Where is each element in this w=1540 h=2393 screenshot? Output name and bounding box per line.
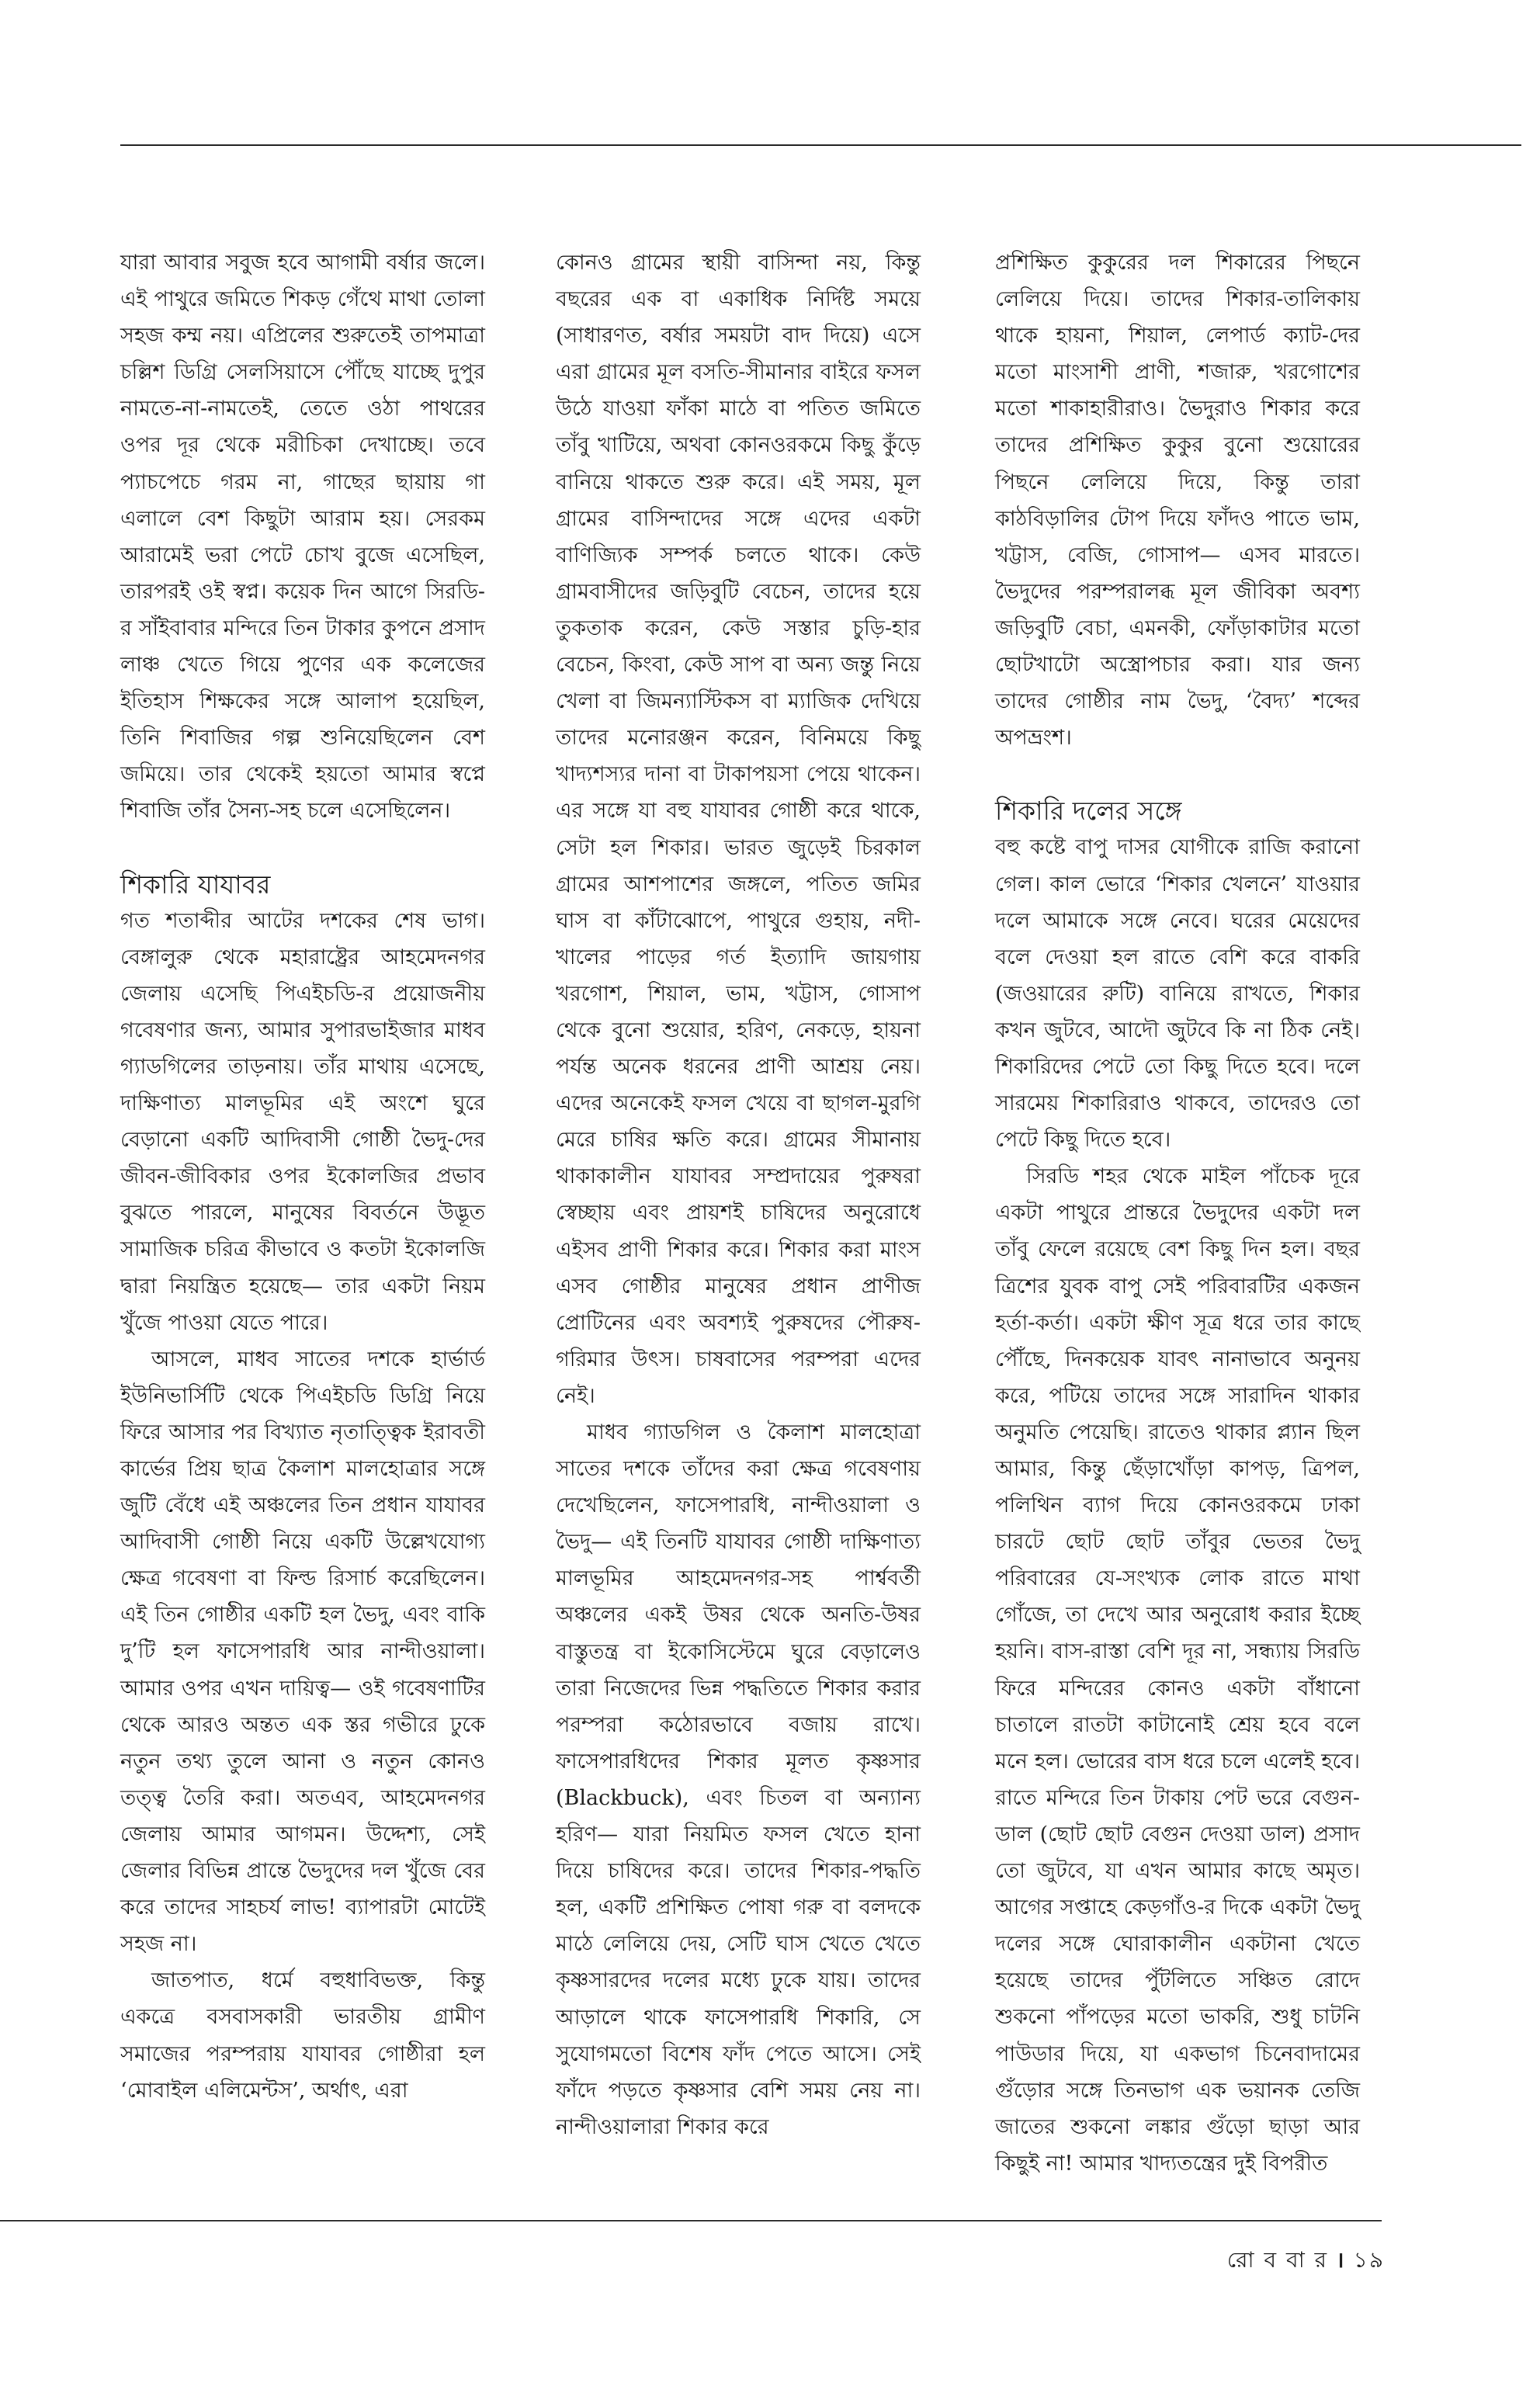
magazine-name: রো ব বা র: [1226, 2247, 1329, 2273]
page-footer: [1227, 2243, 1385, 2280]
section-heading: শিকারি দলের সঙ্গে: [995, 796, 1182, 827]
section-heading: শিকারি যাযাবর: [120, 869, 271, 900]
page-number: ১৯: [1353, 2247, 1385, 2273]
footer-separator: ।: [1336, 2247, 1346, 2273]
paragraph: প্রশিক্ষিত কুকুরের দল শিকারের পিছনে লেলিয়ে দিয়ে। তাদের শিকার-তালিকায় থাকে হায়না, শিয়াল, লেপার্ড ক্যাট-দের মতো মাংসাশী প্রাণী, শজারু, খরগোশের মতো শাকাহারীরাও। ভৈদুরাও শিকার করে তাদের প্রশিক্ষিত কুকুর বুনো শুয়োরের পিছনে লেলিয়ে দিয়ে, কিন্তু তারা কাঠবিড়ালির টোপ দিয়ে ফাঁদও পাতে ভাম, খট্টাস, বেজি, গোসাপ— এসব মারতে। ভৈদুদের পরম্পরালব্ধ মূল জীবিকা অবশ্য জড়িবুটি বেচা, এমনকী, ফোঁড়াকাটার মতো ছোটখাটো অস্ত্রোপচার করা। যার জন্য তাদের গোষ্ঠীর নাম ভৈদু, ‘বৈদ্য’ শব্দের অপভ্রংশ।: [995, 251, 1360, 751]
bottom-rule: [0, 2220, 1382, 2221]
paragraph: গত শতাব্দীর আটের দশকের শেষ ভাগ। বেঙ্গালুরু থেকে মহারাষ্ট্রের আহমেদনগর জেলায় এসেছি পিএইচডি-র প্রয়োজনীয় গবেষণার জন্য, আমার সুপারভাইজার মাধব গ্যাডগিলের তাড়নায়। তাঁর মাথায় এসেছে, দাক্ষিণাত্য মালভূমির এই অংশে ঘুরে বেড়ানো একটি আদিবাসী গোষ্ঠী ভৈদু-দের জীবন-জীবিকার ওপর ইকোলজির প্রভাব বুঝতে পারলে, মানুষের বিবর্তনে উদ্ভূত সামাজিক চরিত্র কীভাবে ও কতটা ইকোলজি দ্বারা নিয়ন্ত্রিত হয়েছে— তার একটা নিয়ম খুঁজে পাওয়া যেতে পারে।: [120, 908, 485, 1335]
article-column-1: [120, 245, 485, 2109]
paragraph: জাতপাত, ধর্মে বহুধাবিভক্ত, কিন্তু একত্রে বসবাসকারী ভারতীয় গ্রামীণ সমাজের পরম্পরায় যাযাবর গোষ্ঠীরা হল ‘মোবাইল এলিমেন্টস’, অর্থাৎ, এরা: [120, 1968, 485, 2103]
paragraph: যারা আবার সবুজ হবে আগামী বর্ষার জলে। এই পাথুরে জমিতে শিকড় গেঁথে মাথা তোলা সহজ কম্ম নয়। এপ্রিলের শুরুতেই তাপমাত্রা চল্লিশ ডিগ্রি সেলসিয়াসে পৌঁছে যাচ্ছে দুপুর নামতে-না-নামতেই, তেতে ওঠা পাথরের ওপর দূর থেকে মরীচিকা দেখাচ্ছে। তবে প্যাচপেচে গরম না, গাছের ছায়ায় গা এলালে বেশ কিছুটা আরাম হয়। সেরকম আরামেই ভরা পেটে চোখ বুজে এসেছিল, তারপরই ওই স্বপ্ন। কয়েক দিন আগে সিরডি-র সাঁইবাবার মন্দিরে তিন টাকার কুপনে প্রসাদ লাঞ্চ খেতে গিয়ে পুণের এক কলেজের ইতিহাস শিক্ষকের সঙ্গে আলাপ হয়েছিল, তিনি শিবাজির গল্প শুনিয়েছিলেন বেশ জমিয়ে। তার থেকেই হয়তো আমার স্বপ্নে শিবাজি তাঁর সৈন্য-সহ চলে এসেছিলেন।: [120, 251, 485, 824]
article-column-2: [556, 245, 921, 2145]
paragraph: বহু কষ্টে বাপু দাসর যোগীকে রাজি করানো গেল। কাল ভোরে ‘শিকার খেলনে’ যাওয়ার দলে আমাকে সঙ্গে নেবে। ঘরের মেয়েদের বলে দেওয়া হল রাতে বেশি করে বাকরি (জওয়ারের রুটি) বানিয়ে রাখতে, শিকার কখন জুটবে, আদৌ জুটবে কি না ঠিক নেই। শিকারিদের পেটে তো কিছু দিতে হবে। দলে সারমেয় শিকারিরাও থাকবে, তাদেরও তো পেটে কিছু দিতে হবে।: [995, 835, 1360, 1153]
paragraph: সিরডি শহর থেকে মাইল পাঁচেক দূরে একটা পাথুরে প্রান্তরে ভৈদুদের একটা দল তাঁবু ফেলে রয়েছে বেশ কিছু দিন হল। বছর ত্রিশের যুবক বাপু সেই পরিবারটির একজন হর্তা-কর্তা। একটা ক্ষীণ সূত্র ধরে তার কাছে পৌঁছে, দিনকয়েক যাবৎ নানাভাবে অনুনয় করে, পটিয়ে তাদের সঙ্গে সারাদিন থাকার অনুমতি পেয়েছি। রাতেও থাকার প্ল্যান ছিল আমার, কিন্তু ছেঁড়াখোঁড়া কাপড়, ত্রিপল, পলিথিন ব্যাগ দিয়ে কোনওরকমে ঢাকা চারটে ছোট ছোট তাঁবুর ভেতর ভৈদু পরিবারের যে-সংখ্যক লোক রাতে মাথা গোঁজে, তা দেখে আর অনুরোধ করার ইচ্ছে হয়নি। বাস-রাস্তা বেশি দূর না, সন্ধ্যায় সিরডি ফিরে মন্দিরের কোনও একটা বাঁধানো চাতালে রাতটা কাটানোই শ্রেয় হবে বলে মনে হল। ভোরের বাস ধরে চলে এলেই হবে। রাতে মন্দিরে তিন টাকায় পেট ভরে বেগুন-ডাল (ছোট ছোট বেগুন দেওয়া ডাল) প্রসাদ তো জুটবে, যা এখন আমার কাছে অমৃত। আগের সপ্তাহে কেড়গাঁও-র দিকে একটা ভৈদু দলের সঙ্গে ঘোরাকালীন একটানা খেতে হয়েছে তাদের পুঁটলিতে সঞ্চিত রোদে শুকনো পাঁপড়ের মতো ভাকরি, শুধু চাটনি পাউডার দিয়ে, যা একভাগ চিনেবাদামের গুঁড়োর সঙ্গে তিনভাগ এক ভয়ানক তেজি জাতের শুকনো লঙ্কার গুঁড়ো ছাড়া আর কিছুই না! আমার খাদ্যতন্ত্রের দুই বিপরীত: [995, 1164, 1360, 2176]
paragraph: আসলে, মাধব সাতের দশকে হার্ভার্ড ইউনিভার্সিটি থেকে পিএইচডি ডিগ্রি নিয়ে ফিরে আসার পর বিখ্যাত নৃতাত্ত্বিক ইরাবতী কার্ভের প্রিয় ছাত্র কৈলাশ মালহোত্রার সঙ্গে জুটি বেঁধে এই অঞ্চলের তিন প্রধান যাযাবর আদিবাসী গোষ্ঠী নিয়ে একটি উল্লেখযোগ্য ক্ষেত্র গবেষণা বা ফিল্ড রিসার্চ করেছিলেন। এই তিন গোষ্ঠীর একটি হল ভৈদু, এবং বাকি দু’টি হল ফাসেপারধি আর নান্দীওয়ালা। আমার ওপর এখন দায়িত্ব— ওই গবেষণাটির থেকে আরও অন্তত এক স্তর গভীরে ঢুকে নতুন তথ্য তুলে আনা ও নতুন কোনও তত্ত্ব তৈরি করা। অতএব, আহমেদনগর জেলায় আমার আগমন। উদ্দেশ্য, সেই জেলার বিভিন্ন প্রান্তে ভৈদুদের দল খুঁজে বের করে তাদের সাহচর্য লাভ! ব্যাপারটা মোটেই সহজ না।: [120, 1347, 485, 1957]
article-column-3: [995, 245, 1360, 2182]
paragraph: কোনও গ্রামের স্থায়ী বাসিন্দা নয়, কিন্তু বছরের এক বা একাধিক নির্দিষ্ট সময়ে (সাধারণত, বর্ষার সময়টা বাদ দিয়ে) এসে এরা গ্রামের মূল বসতি-সীমানার বাইরে ফসল উঠে যাওয়া ফাঁকা মাঠে বা পতিত জমিতে তাঁবু খাটিয়ে, অথবা কোনওরকমে কিছু কুঁড়ে বানিয়ে থাকতে শুরু করে। এই সময়, মূল গ্রামের বাসিন্দাদের সঙ্গে এদের একটা বাণিজ্যিক সম্পর্ক চলতে থাকে। কেউ গ্রামবাসীদের জড়িবুটি বেচেন, তাদের হয়ে তুকতাক করেন, কেউ সস্তার চুড়ি-হার বেচেন, কিংবা, কেউ সাপ বা অন্য জন্তু নিয়ে খেলা বা জিমন্যাস্টিকস বা ম্যাজিক দেখিয়ে তাদের মনোরঞ্জন করেন, বিনিময়ে কিছু খাদ্যশস্যর দানা বা টাকাপয়সা পেয়ে থাকেন। এর সঙ্গে যা বহু যাযাবর গোষ্ঠী করে থাকে, সেটা হল শিকার। ভারত জুড়েই চিরকাল গ্রামের আশপাশের জঙ্গলে, পতিত জমির ঘাস বা কাঁটাঝোপে, পাথুরে গুহায়, নদী-খালের পাড়ের গর্ত ইত্যাদি জায়গায় খরগোশ, শিয়াল, ভাম, খট্টাস, গোসাপ থেকে বুনো শুয়োর, হরিণ, নেকড়ে, হায়না পর্যন্ত অনেক ধরনের প্রাণী আশ্রয় নেয়। এদের অনেকেই ফসল খেয়ে বা ছাগল-মুরগি মেরে চাষির ক্ষতি করে। গ্রামের সীমানায় থাকাকালীন যাযাবর সম্প্রদায়ের পুরুষরা স্বেচ্ছায় এবং প্রায়শই চাষিদের অনুরোধে এইসব প্রাণী শিকার করে। শিকার করা মাংস এসব গোষ্ঠীর মানুষের প্রধান প্রাণীজ প্রোটিনের এবং অবশ্যই পুরুষদের পৌরুষ-গরিমার উৎস। চাষবাসের পরম্পরা এদের নেই।: [556, 251, 921, 1408]
top-rule: [120, 144, 1521, 146]
paragraph: মাধব গ্যাডগিল ও কৈলাশ মালহোত্রা সাতের দশকে তাঁদের করা ক্ষেত্র গবেষণায় দেখেছিলেন, ফাসেপারধি, নান্দীওয়ালা ও ভৈদু— এই তিনটি যাযাবর গোষ্ঠী দাক্ষিণাত্য মালভূমির আহমেদনগর-সহ পার্শ্ববর্তী অঞ্চলের একই উষর থেকে অনতি-উষর বাস্তুতন্ত্র বা ইকোসিস্টেমে ঘুরে বেড়ালেও তারা নিজেদের ভিন্ন পদ্ধতিতে শিকার করার পরম্পরা কঠোরভাবে বজায় রাখে। ফাসেপারধিদের শিকার মূলত কৃষ্ণসার (Blackbuck), এবং চিতল বা অন্যান্য হরিণ— যারা নিয়মিত ফসল খেতে হানা দিয়ে চাষিদের করে। তাদের শিকার-পদ্ধতি হল, একটি প্রশিক্ষিত পোষা গরু বা বলদকে মাঠে লেলিয়ে দেয়, সেটি ঘাস খেতে খেতে কৃষ্ণসারদের দলের মধ্যে ঢুকে যায়। তাদের আড়ালে থাকে ফাসেপারধি শিকারি, সে সুযোগমতো বিশেষ ফাঁদ পেতে আসে। সেই ফাঁদে পড়তে কৃষ্ণসার বেশি সময় নেয় না। নান্দীওয়ালারা শিকার করে: [556, 1420, 921, 2139]
